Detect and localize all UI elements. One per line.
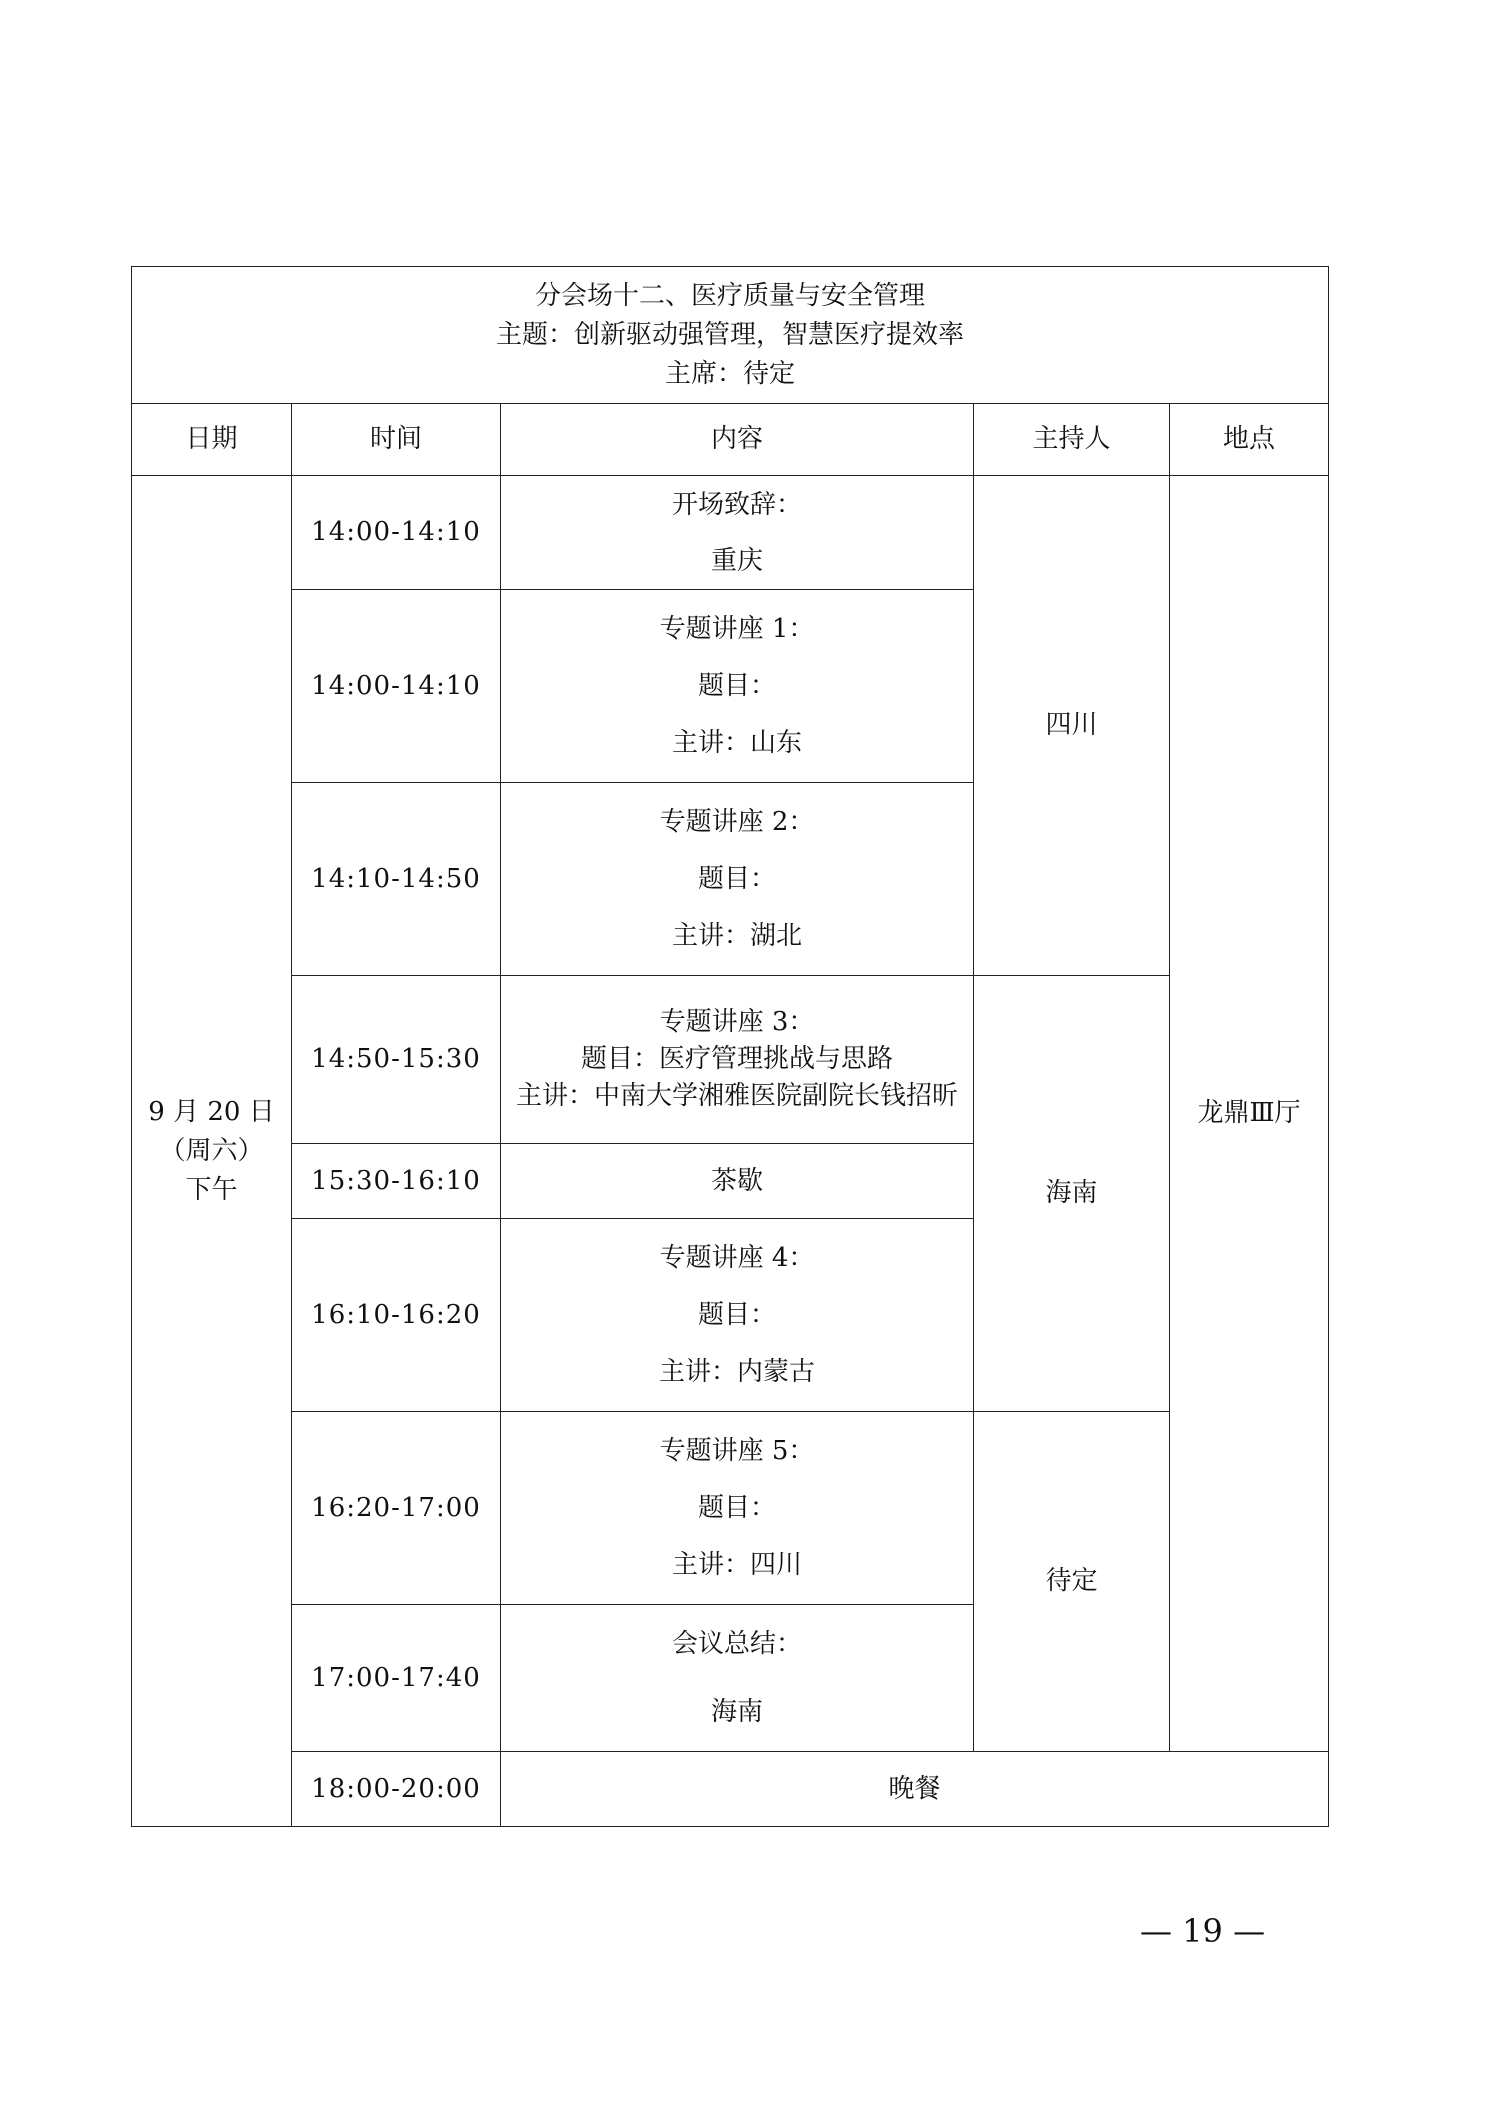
content-cell [501,1219,974,1412]
date-period: 下午 [185,1174,238,1205]
content-heading: 开场致辞： [671,489,802,520]
col-header-content: 内容 [501,404,974,476]
content-heading: 专题讲座 3： [659,1007,815,1037]
time-cell: 15:30-16:10 [292,1144,501,1219]
session-title: 分会场十二、医疗质量与安全管理 [535,280,926,311]
time-cell: 14:50-15:30 [292,976,501,1144]
content-topic: 题目： [697,863,776,894]
content-heading: 专题讲座 4： [659,1242,815,1273]
content-line: 重庆 [710,545,763,576]
content-topic: 题目： [697,1299,776,1330]
content-line: 海南 [710,1697,763,1727]
content-speaker: 主讲：湖北 [671,920,802,951]
content-topic: 题目：医疗管理挑战与思路 [580,1044,893,1074]
schedule-table [131,266,1329,1827]
date-day: 9 月 20 日 [148,1096,275,1127]
col-header-time: 时间 [292,404,501,476]
page-number: — 19 — [1140,1912,1266,1950]
time-cell: 17:00-17:40 [292,1605,501,1752]
content-speaker: 主讲：山东 [671,727,802,758]
content-topic: 题目： [697,670,776,701]
content-cell [501,476,974,590]
time-cell: 16:10-16:20 [292,1219,501,1412]
table-row [132,976,1329,1144]
content-cell: 茶歇 [501,1144,974,1219]
content-heading: 会议总结： [671,1629,802,1659]
time-cell: 16:20-17:00 [292,1412,501,1605]
host-cell: 待定 [974,1412,1170,1752]
session-theme: 主题：创新驱动强管理，智慧医疗提效率 [496,319,965,350]
content-speaker: 主讲：四川 [671,1549,802,1580]
col-header-host: 主持人 [974,404,1170,476]
content-topic: 题目： [697,1492,776,1523]
time-cell: 18:00-20:00 [292,1752,501,1827]
date-cell [132,476,292,1827]
time-cell: 14:10-14:50 [292,783,501,976]
content-cell [501,590,974,783]
content-cell [501,1605,974,1752]
session-chair: 主席：待定 [665,358,796,389]
content-heading: 专题讲座 5： [659,1435,815,1466]
content-cell: 晚餐 [501,1752,1329,1827]
date-weekday: （周六） [159,1135,264,1166]
content-cell [501,976,974,1144]
content-speaker: 主讲：内蒙古 [658,1356,815,1387]
table-row [132,1412,1329,1605]
content-cell [501,1412,974,1605]
host-cell: 海南 [974,976,1170,1412]
content-heading: 专题讲座 1： [659,613,815,644]
time-cell: 14:00-14:10 [292,476,501,590]
host-cell: 四川 [974,476,1170,976]
time-cell: 14:00-14:10 [292,590,501,783]
content-speaker: 主讲：中南大学湘雅医院副院长钱招昕 [515,1081,958,1111]
location-cell: 龙鼎Ⅲ厅 [1170,476,1329,1752]
content-heading: 专题讲座 2： [659,806,815,837]
col-header-date: 日期 [132,404,292,476]
col-header-location: 地点 [1170,404,1329,476]
content-cell [501,783,974,976]
table-row [132,476,1329,590]
table-row [132,1752,1329,1827]
session-header [132,267,1329,404]
